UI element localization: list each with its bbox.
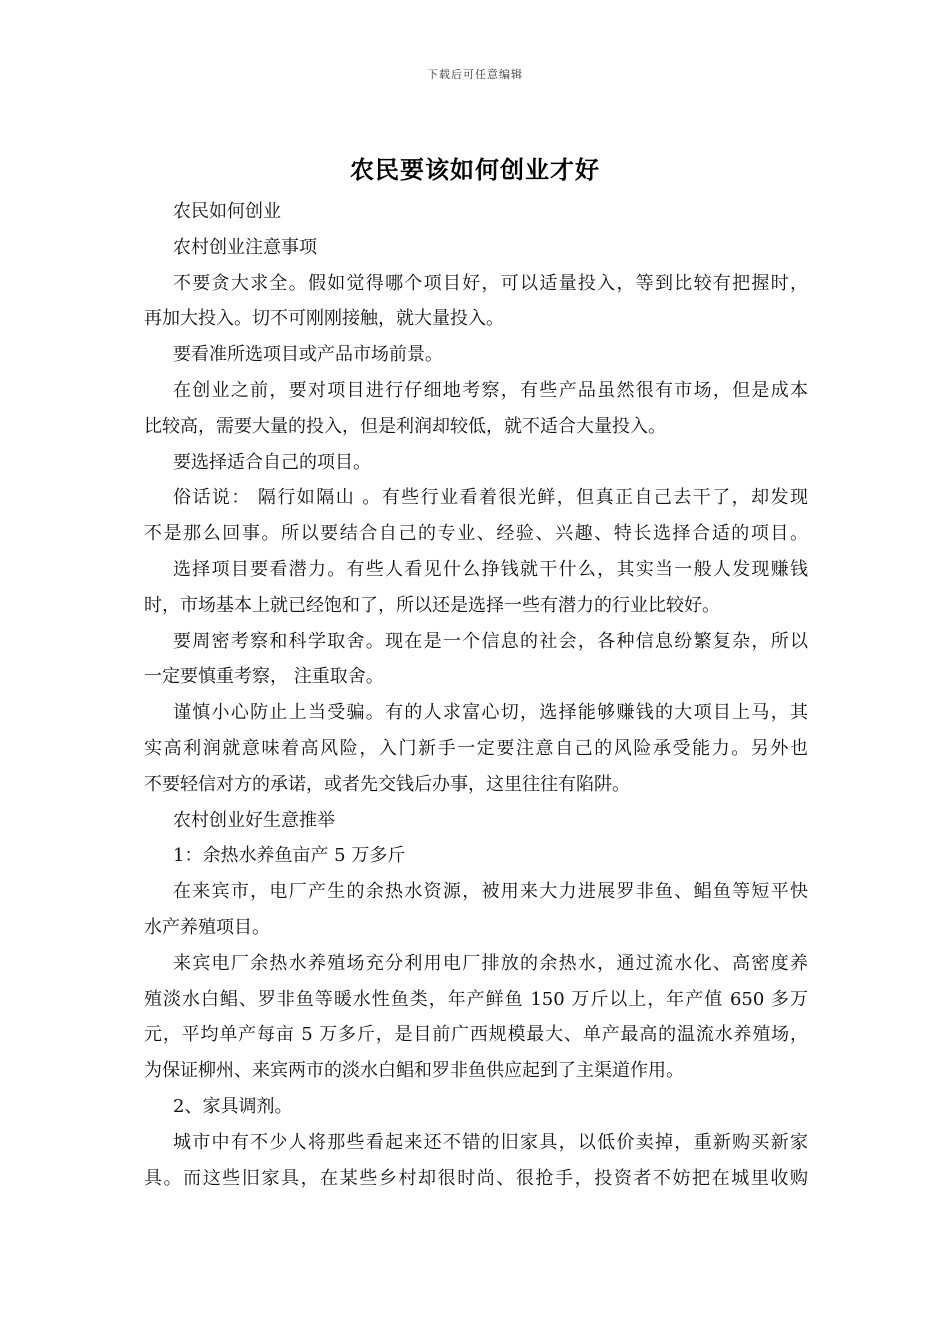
text-line: 选择项目要看潜力。有些人看见什么挣钱就干什么，其实当一般人发现赚钱 [173, 558, 808, 580]
text-line: 具。而这些旧家具，在某些乡村却很时尚、很抢手，投资者不妨把在城里收购 [144, 1167, 808, 1189]
text-line: 实高利润就意味着高风险，入门新手一定要注意自己的风险承受能力。另外也 [144, 737, 808, 759]
text-line: 农村创业好生意推举 [173, 809, 335, 831]
text-line: 不要轻信对方的承诺，或者先交钱后办事，这里往往有陷阱。 [144, 773, 630, 795]
text-line: 时，市场基本上就已经饱和了，所以还是选择一些有潜力的行业比较好。 [144, 594, 720, 616]
document-body [144, 194, 808, 1196]
text-line: 殖淡水白鲳、罗非鱼等暖水性鱼类，年产鲜鱼 150 万斤以上，年产值 650 多万 [144, 988, 808, 1010]
text-line: 不是那么回事。所以要结合自己的专业、经验、兴趣、特长选择合适的项目。 [144, 523, 808, 545]
text-line: 要周密考察和科学取舍。现在是一个信息的社会，各种信息纷繁复杂，所以 [173, 630, 808, 652]
text-line: 一定要慎重考察， 注重取舍。 [144, 666, 384, 688]
text-line: 在来宾市，电厂产生的余热水资源，被用来大力进展罗非鱼、鲳鱼等短平快 [173, 881, 808, 903]
text-line: 2、家具调剂。 [173, 1095, 293, 1117]
text-line: 再加大投入。切不可刚刚接触，就大量投入。 [144, 308, 504, 330]
text-line: 城市中有不少人将那些看起来还不错的旧家具，以低价卖掉，重新购买新家 [173, 1131, 808, 1153]
text-line: 要看准所选项目或产品市场前景。 [173, 344, 443, 366]
text-line: 谨慎小心防止上当受骗。有的人求富心切，选择能够赚钱的大项目上马，其 [173, 702, 808, 724]
text-line: 要选择适合自己的项目。 [173, 451, 371, 473]
text-line: 农民如何创业 [173, 201, 281, 222]
page-header-note: 下载后可任意编辑 [427, 68, 523, 81]
text-line: 在创业之前，要对项目进行仔细地考察，有些产品虽然很有市场，但是成本 [173, 379, 808, 401]
text-line: 1：余热水养鱼亩产 5 万多斤 [173, 845, 406, 867]
text-line: 水产养殖项目。 [144, 916, 270, 938]
text-line: 比较高，需要大量的投入，但是利润却较低，就不适合大量投入。 [144, 415, 666, 437]
text-line: 为保证柳州、来宾两市的淡水白鲳和罗非鱼供应起到了主渠道作用。 [144, 1060, 684, 1082]
document-title: 农民要该如何创业才好 [350, 155, 600, 184]
text-line: 农村创业注意事项 [173, 236, 317, 258]
text-line: 元，平均单产每亩 5 万多斤，是目前广西规模最大、单产最高的温流水养殖场， [144, 1024, 808, 1046]
text-line: 来宾电厂余热水养殖场充分利用电厂排放的余热水，通过流水化、高密度养 [173, 952, 808, 974]
text-line: 俗话说： 隔行如隔山 。有些行业看着很光鲜，但真正自己去干了，却发现 [173, 487, 808, 509]
text-line: 不要贪大求全。假如觉得哪个项目好，可以适量投入，等到比较有把握时， [173, 272, 808, 294]
